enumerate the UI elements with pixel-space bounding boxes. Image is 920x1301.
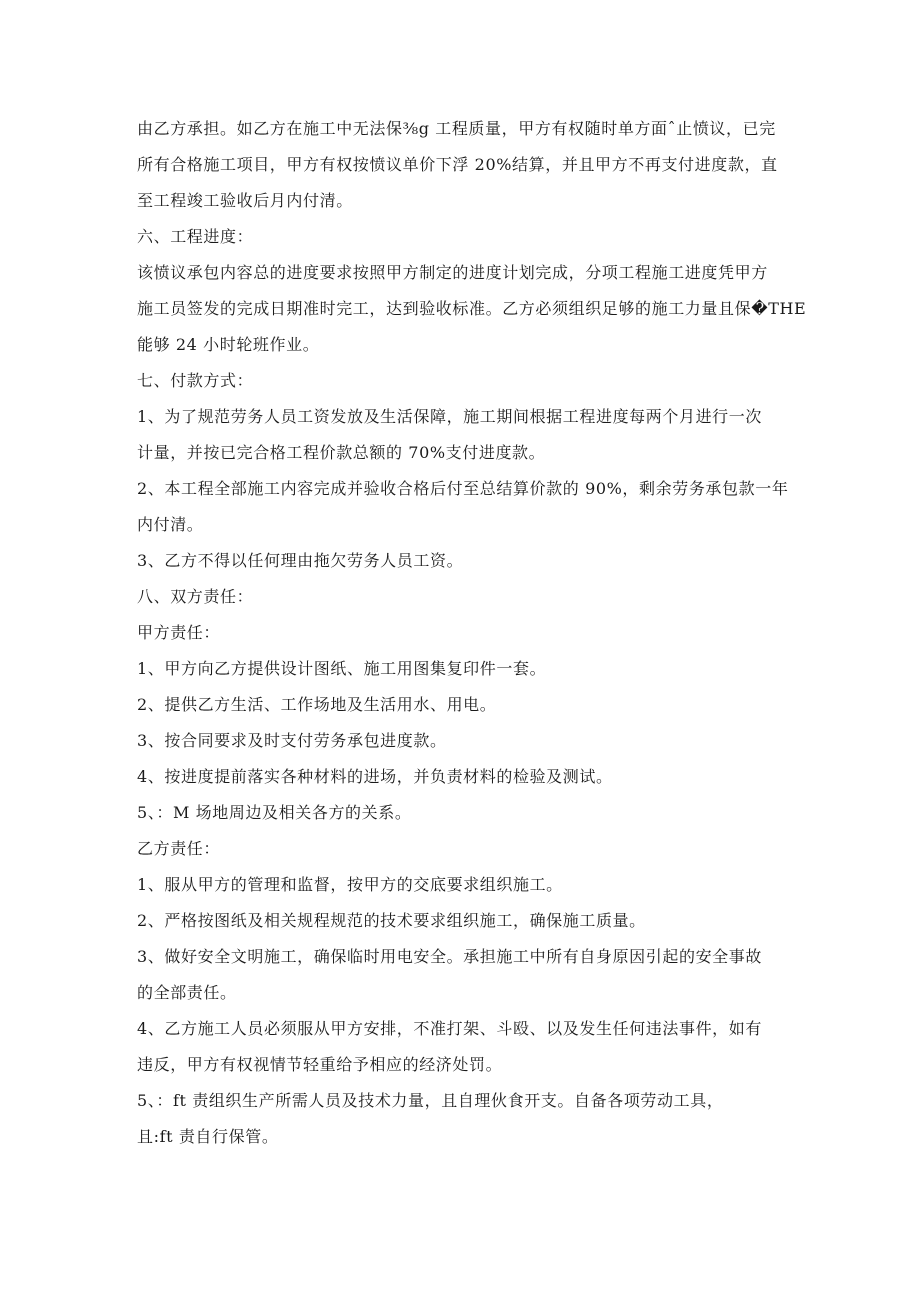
- text-line: 3、乙方不得以任何理由拖欠劳务人员工资。: [137, 551, 464, 570]
- text-line: 所有合格施工项目，甲方有权按愤议单价下浮 20%结算，并且甲方不再支付进度款，直: [137, 155, 778, 174]
- text-line: 1、甲方向乙方提供设计图纸、施工用图集复印件一套。: [137, 659, 547, 678]
- text-line: 且:ft 责自行保管。: [137, 1127, 279, 1146]
- subsection-heading: 甲方责任：: [137, 623, 221, 642]
- text-line: 施工员签发的完成日期准时完工，达到验收标准。乙方必须组织足够的施工力量且保�THE: [137, 299, 807, 318]
- text-line: 5、：M 场地周边及相关各方的关系。: [137, 803, 412, 822]
- text-line: 1、为了规范劳务人员工资发放及生活保障，施工期间根据工程进度每两个月进行一次: [137, 407, 762, 426]
- text-line: 违反，甲方有权视情节轻重给予相应的经济处罚。: [137, 1055, 503, 1074]
- subsection-heading: 乙方责任：: [137, 839, 221, 858]
- text-line: 3、按合同要求及时支付劳务承包进度款。: [137, 731, 447, 750]
- text-line: 至工程竣工验收后月内付清。: [137, 191, 353, 210]
- text-line: 该愤议承包内容总的进度要求按照甲方制定的进度计划完成，分项工程施工进度凭甲方: [137, 263, 768, 282]
- text-line: 1、服从甲方的管理和监督，按甲方的交底要求组织施工。: [137, 875, 563, 894]
- text-line: 3、做好安全文明施工，确保临时用电安全。承担施工中所有自身原因引起的安全事故: [137, 947, 762, 966]
- section-heading: 八、双方责任：: [137, 587, 254, 606]
- text-block: [137, 111, 807, 1155]
- text-line: 由乙方承担。如乙方在施工中无法保⅜g 工程质量，甲方有权随时单方面ˆ止愤议，已完: [137, 119, 776, 138]
- document-body: [137, 111, 807, 1155]
- text-line: 2、提供乙方生活、工作场地及生活用水、用电。: [137, 695, 497, 714]
- section-heading: 六、工程进度：: [137, 227, 254, 246]
- text-line: 5、：ft 责组织生产所需人员及技术力量，且自理伙食开支。自备各项劳动工具，: [137, 1091, 724, 1110]
- text-line: 2、严格按图纸及相关规程规范的技术要求组织施工，确保施工质量。: [137, 911, 646, 930]
- text-line: 4、乙方施工人员必须服从甲方安排，不准打架、斗殴、以及发生任何违法事件，如有: [137, 1019, 762, 1038]
- text-line: 的全部责任。: [137, 983, 237, 1002]
- section-heading: 七、付款方式：: [137, 371, 254, 390]
- text-line: 计量，并按已完合格工程价款总额的 70%支付进度款。: [137, 443, 546, 462]
- text-line: 能够 24 小时轮班作业。: [137, 335, 320, 354]
- text-line: 内付清。: [137, 515, 204, 534]
- text-line: 4、按进度提前落实各种材料的进场，并负责材料的检验及测试。: [137, 767, 613, 786]
- text-line: 2、本工程全部施工内容完成并验收合格后付至总结算价款的 90%，剩余劳务承包款一年: [137, 479, 789, 498]
